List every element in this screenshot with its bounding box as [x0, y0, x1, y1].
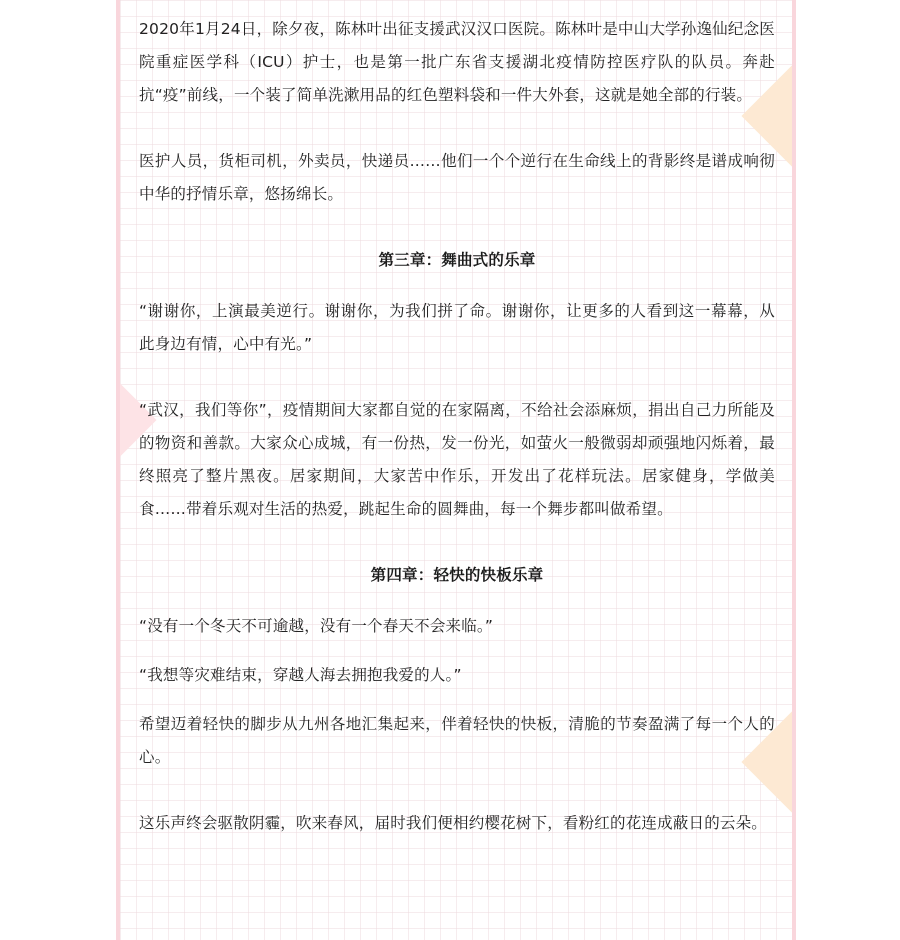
paragraph: 2020年1月24日，除夕夜，陈林叶出征支援武汉汉口医院。陈林叶是中山大学孙逸仙纪念医院重症医学科（ICU）护士，也是第一批广东省支援湖北疫情防控医疗队的队员。奔赴抗“疫”前线，一个装了简单洗漱用品的红色塑料袋和一件大外套，这就是她全部的行装。 [139, 20, 775, 104]
paragraph: 医护人员，货柜司机，外卖员，快递员……他们一个个逆行在生命线上的背影终是谱成响彻中华的抒情乐章，悠扬绵长。 [139, 152, 775, 203]
article-sheet [116, 0, 796, 940]
quote-line: “没有一个冬天不可逾越，没有一个春天不会来临。” [139, 617, 494, 635]
paragraph: 希望迈着轻快的脚步从九州各地汇集起来，伴着轻快的快板，清脆的节奏盈满了每一个人的心。 [139, 715, 775, 766]
quote-line: “我想等灾难结束，穿越人海去拥抱我爱的人。” [139, 666, 462, 684]
article-body [139, 13, 775, 873]
paragraph: 这乐声终会驱散阴霾，吹来春风，届时我们便相约樱花树下，看粉红的花连成蔽日的云朵。 [139, 814, 768, 832]
paragraph: “武汉，我们等你”，疫情期间大家都自觉的在家隔离，不给社会添麻烦，捐出自己力所能及的物资和善款。大家众心成城，有一份热，发一份光，如萤火一般微弱却顽强地闪烁着，最终照亮了整片黑夜。居家期间，大家苦中作乐，开发出了花样玩法。居家健身，学做美食……带着乐观对生活的热爱，跳起生命的圆舞曲，每一个舞步都叫做希望。 [139, 401, 775, 518]
paragraph: “谢谢你，上演最美逆行。谢谢你，为我们拼了命。谢谢你，让更多的人看到这一幕幕，从此身边有情，心中有光。” [139, 302, 775, 353]
chapter-heading: 第三章：舞曲式的乐章 [378, 251, 536, 269]
chapter-heading: 第四章：轻快的快板乐章 [370, 566, 544, 584]
